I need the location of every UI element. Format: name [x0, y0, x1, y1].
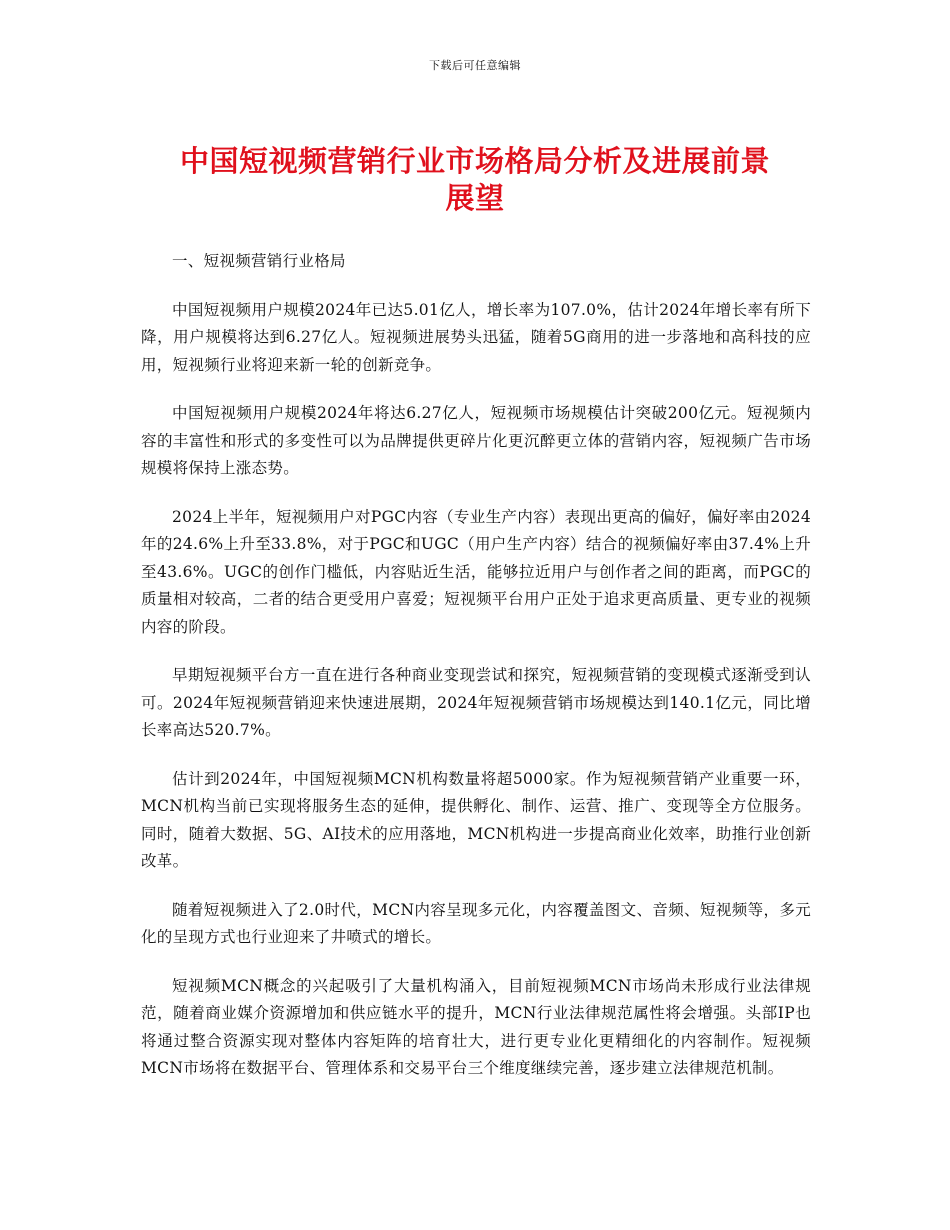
section-heading: 一、短视频营销行业格局 — [172, 252, 346, 270]
paragraph: 2024上半年，短视频用户对PGC内容（专业生产内容）表现出更高的偏好，偏好率由2024年的24.6%上升至33.8%，对于PGC和UGC（用户生产内容）结合的视频偏好率由37.4%上升至43.6%。UGC的创作门槛低，内容贴近生活，能够拉近用户与创作者之间的距离，而PGC的质量相对较高，二者的结合更受用户喜爱；短视频平台用户正处于追求更高质量、更专业的视频内容的阶段。 — [141, 507, 811, 636]
header-note: 下载后可任意编辑 — [429, 59, 521, 72]
paragraph: 中国短视频用户规模2024年将达6.27亿人，短视频市场规模估计突破200亿元。短视频内容的丰富性和形式的多变性可以为品牌提供更碎片化更沉醉更立体的营销内容，短视频广告市场规模将保持上涨态势。 — [141, 404, 811, 477]
document-body — [141, 248, 811, 1104]
title-line-1: 中国短视频营销行业市场格局分析及进展前景 — [179, 144, 770, 178]
title-line-2: 展望 — [445, 181, 505, 215]
paragraph: 中国短视频用户规模2024年已达5.01亿人，增长率为107.0%，估计2024年增长率有所下降，用户规模将达到6.27亿人。短视频进展势头迅猛，随着5G商用的进一步落地和高科技的应用，短视频行业将迎来新一轮的创新竞争。 — [141, 300, 811, 374]
document-title — [150, 143, 800, 217]
paragraph: 随着短视频进入了2.0时代，MCN内容呈现多元化，内容覆盖图文、音频、短视频等，多元化的呈现方式也行业迎来了井喷式的增长。 — [141, 900, 811, 946]
paragraph: 早期短视频平台方一直在进行各种商业变现尝试和探究，短视频营销的变现模式逐渐受到认可。2024年短视频营销迎来快速进展期，2024年短视频营销市场规模达到140.1亿元，同比增长率高达520.7%。 — [141, 666, 811, 739]
paragraph: 短视频MCN概念的兴起吸引了大量机构涌入，目前短视频MCN市场尚未形成行业法律规范，随着商业媒介资源增加和供应链水平的提升，MCN行业法律规范属性将会增强。头部IP也将通过整合资源实现对整体内容矩阵的培育壮大，进行更专业化更精细化的内容制作。短视频MCN市场将在数据平台、管理体系和交易平台三个维度继续完善，逐步建立法律规范机制。 — [141, 976, 811, 1077]
paragraph: 估计到2024年，中国短视频MCN机构数量将超5000家。作为短视频营销产业重要一环，MCN机构当前已实现将服务生态的延伸，提供孵化、制作、运营、推广、变现等全方位服务。同时，随着大数据、5G、AI技术的应用落地，MCN机构进一步提高商业化效率，助推行业创新改革。 — [141, 769, 811, 870]
